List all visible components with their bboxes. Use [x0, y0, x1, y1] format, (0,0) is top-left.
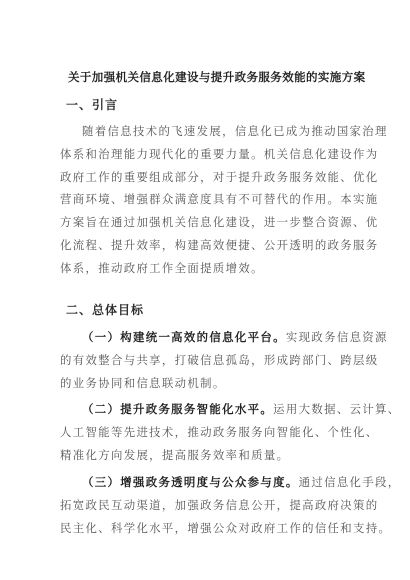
paragraph-line: 的业务协同和信息联动机制。 [60, 375, 226, 390]
document-title: 关于加强机关信息化建设与提升政务服务效能的实施方案 [68, 70, 366, 84]
goal-paragraph-1 [60, 326, 388, 394]
paragraph-line: 方案旨在通过加强机关信息化建设，进一步整合资源、优 [60, 215, 379, 230]
paragraph-line: 随着信息技术的飞速发展，信息化已成为推动国家治理 [82, 124, 388, 138]
paragraph-line [60, 471, 401, 494]
goal-lead: （二）提升政务服务智能化水平。 [82, 402, 274, 416]
goal-text: 运用大数据、云计算、 [273, 402, 401, 416]
section-heading-introduction: 一、引言 [66, 98, 119, 112]
paragraph-line: 精准化方向发展，提高服务效率和质量。 [60, 447, 290, 462]
goal-text: 通过信息化手段， [298, 475, 401, 489]
paragraph-line [60, 398, 401, 421]
introduction-paragraph [60, 120, 388, 280]
paragraph-line: 体系和治理能力现代化的重要力量。机关信息化建设作为 [60, 146, 379, 161]
paragraph-line: 政府工作的重要组成部分，对于提升政务服务效能、优化 [60, 169, 379, 184]
paragraph-line: 人工智能等先进技术，推动政务服务向智能化、个性化、 [60, 424, 379, 439]
goal-text: 实现政务信息资源 [285, 330, 388, 344]
paragraph-line: 拓宽政民互动渠道，加强政务信息公开，提高政府决策的 [60, 497, 379, 512]
paragraph-line [60, 326, 388, 349]
goal-paragraph-3 [60, 471, 401, 539]
paragraph-line: 的有效整合与共享，打破信息孤岛，形成跨部门、跨层级 [60, 352, 379, 367]
paragraph-line: 化流程、提升效率，构建高效便捷、公开透明的政务服务 [60, 237, 379, 252]
paragraph-line: 民主化、科学化水平，增强公众对政府工作的信任和支持。 [60, 520, 392, 535]
paragraph-line: 营商环境、增强群众满意度具有不可替代的作用。本实施 [60, 192, 379, 207]
goal-lead: （三）增强政务透明度与公众参与度。 [82, 475, 299, 489]
paragraph-line: 体系，推动政府工作全面提质增效。 [60, 260, 264, 275]
section-heading-overall-goals: 二、总体目标 [66, 303, 145, 317]
goal-paragraph-2 [60, 398, 401, 466]
goal-lead: （一）构建统一高效的信息化平台。 [82, 330, 286, 344]
